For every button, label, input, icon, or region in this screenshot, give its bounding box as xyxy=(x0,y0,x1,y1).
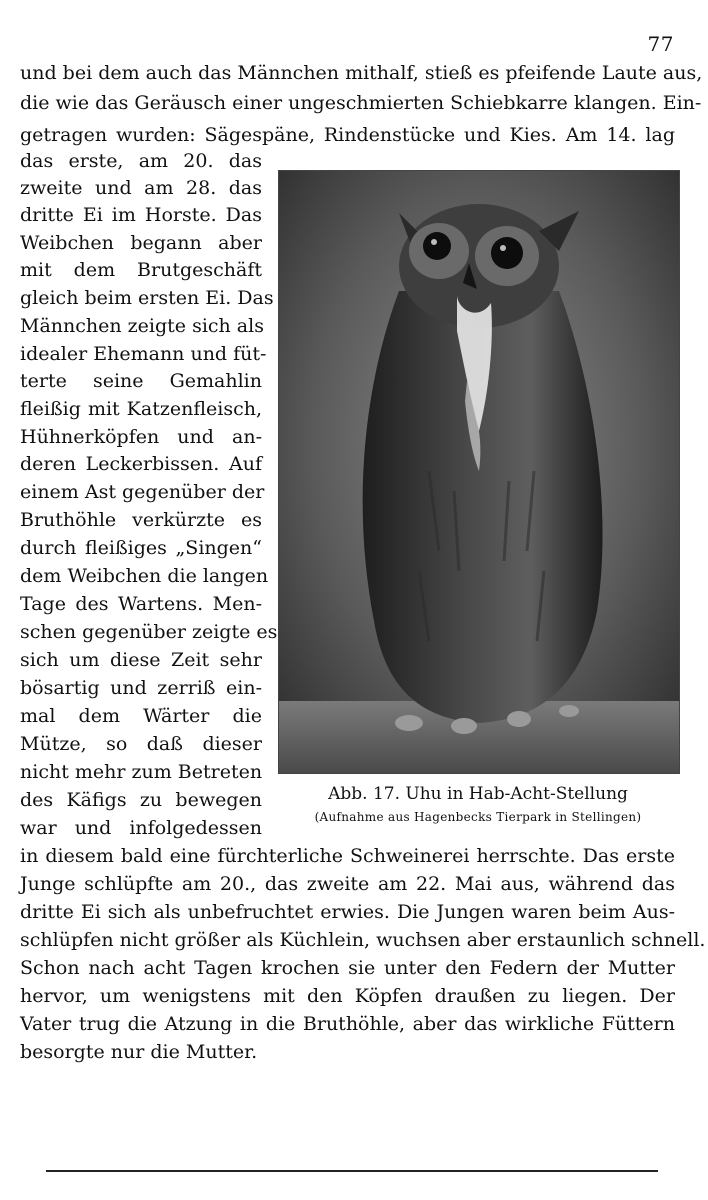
text-line: mit dem Brutgeschäft xyxy=(20,259,262,281)
text-line: Weibchen begann aber xyxy=(20,232,262,254)
text-line: bösartig und zerriß ein- xyxy=(20,677,262,699)
figure-credit: (Aufnahme aus Hagenbecks Tierpark in Stellingen) xyxy=(314,810,642,824)
text-line: schen gegenüber zeigte es xyxy=(20,621,278,643)
text-line: hervor, um wenigstens mit den Köpfen draußen zu liegen. Der xyxy=(20,985,675,1007)
text-line: besorgte nur die Mutter. xyxy=(20,1041,258,1063)
text-line: Bruthöhle verkürzte es xyxy=(20,509,262,531)
text-line: war und infolgedessen xyxy=(20,817,262,839)
text-line: Mütze, so daß dieser xyxy=(20,733,262,755)
text-line: und bei dem auch das Männchen mithalf, stieß es pfeifende Laute aus, xyxy=(20,62,703,84)
text-line: getragen wurden: Sägespäne, Rindenstücke und Kies. Am 14. lag xyxy=(20,124,675,146)
page-number: 77 xyxy=(647,32,674,56)
text-line: Vater trug die Atzung in die Bruthöhle, aber das wirkliche Füttern xyxy=(20,1013,675,1035)
text-line: fleißig mit Katzenfleisch, xyxy=(20,398,262,420)
text-line: durch fleißiges „Singen“ xyxy=(20,537,262,559)
text-line: Schon nach acht Tagen krochen sie unter den Federn der Mutter xyxy=(20,957,675,979)
text-line: idealer Ehemann und füt- xyxy=(20,343,267,365)
text-line: die wie das Geräusch einer ungeschmierten Schiebkarre klangen. Ein- xyxy=(20,92,702,114)
text-line: Tage des Wartens. Men- xyxy=(20,593,262,615)
footer-rule xyxy=(46,1170,658,1172)
text-line: schlüpfen nicht größer als Küchlein, wuchsen aber erstaunlich schnell. xyxy=(20,929,706,951)
text-line: Männchen zeigte sich als xyxy=(20,315,264,337)
text-line: des Käfigs zu bewegen xyxy=(20,789,262,811)
text-line: sich um diese Zeit sehr xyxy=(20,649,262,671)
text-line: gleich beim ersten Ei. Das xyxy=(20,287,274,309)
text-line: Junge schlüpfte am 20., das zweite am 22. Mai aus, während das xyxy=(20,873,675,895)
text-line: das erste, am 20. das xyxy=(20,150,262,172)
text-line: einem Ast gegenüber der xyxy=(20,481,265,503)
text-line: zweite und am 28. das xyxy=(20,177,262,199)
text-line: dem Weibchen die langen xyxy=(20,565,269,587)
text-line: mal dem Wärter die xyxy=(20,705,262,727)
text-line: dritte Ei sich als unbefruchtet erwies. Die Jungen waren beim Aus- xyxy=(20,901,675,923)
text-line: terte seine Gemahlin xyxy=(20,370,262,392)
figure-caption: Abb. 17. Uhu in Hab-Acht-Stellung xyxy=(328,784,628,804)
text-line: in diesem bald eine fürchterliche Schweinerei herrschte. Das erste xyxy=(20,845,675,867)
text-line: Hühnerköpfen und an- xyxy=(20,426,262,448)
owl-photo xyxy=(278,170,680,774)
text-line: nicht mehr zum Betreten xyxy=(20,761,263,783)
text-line: dritte Ei im Horste. Das xyxy=(20,204,262,226)
text-line: deren Leckerbissen. Auf xyxy=(20,453,262,475)
